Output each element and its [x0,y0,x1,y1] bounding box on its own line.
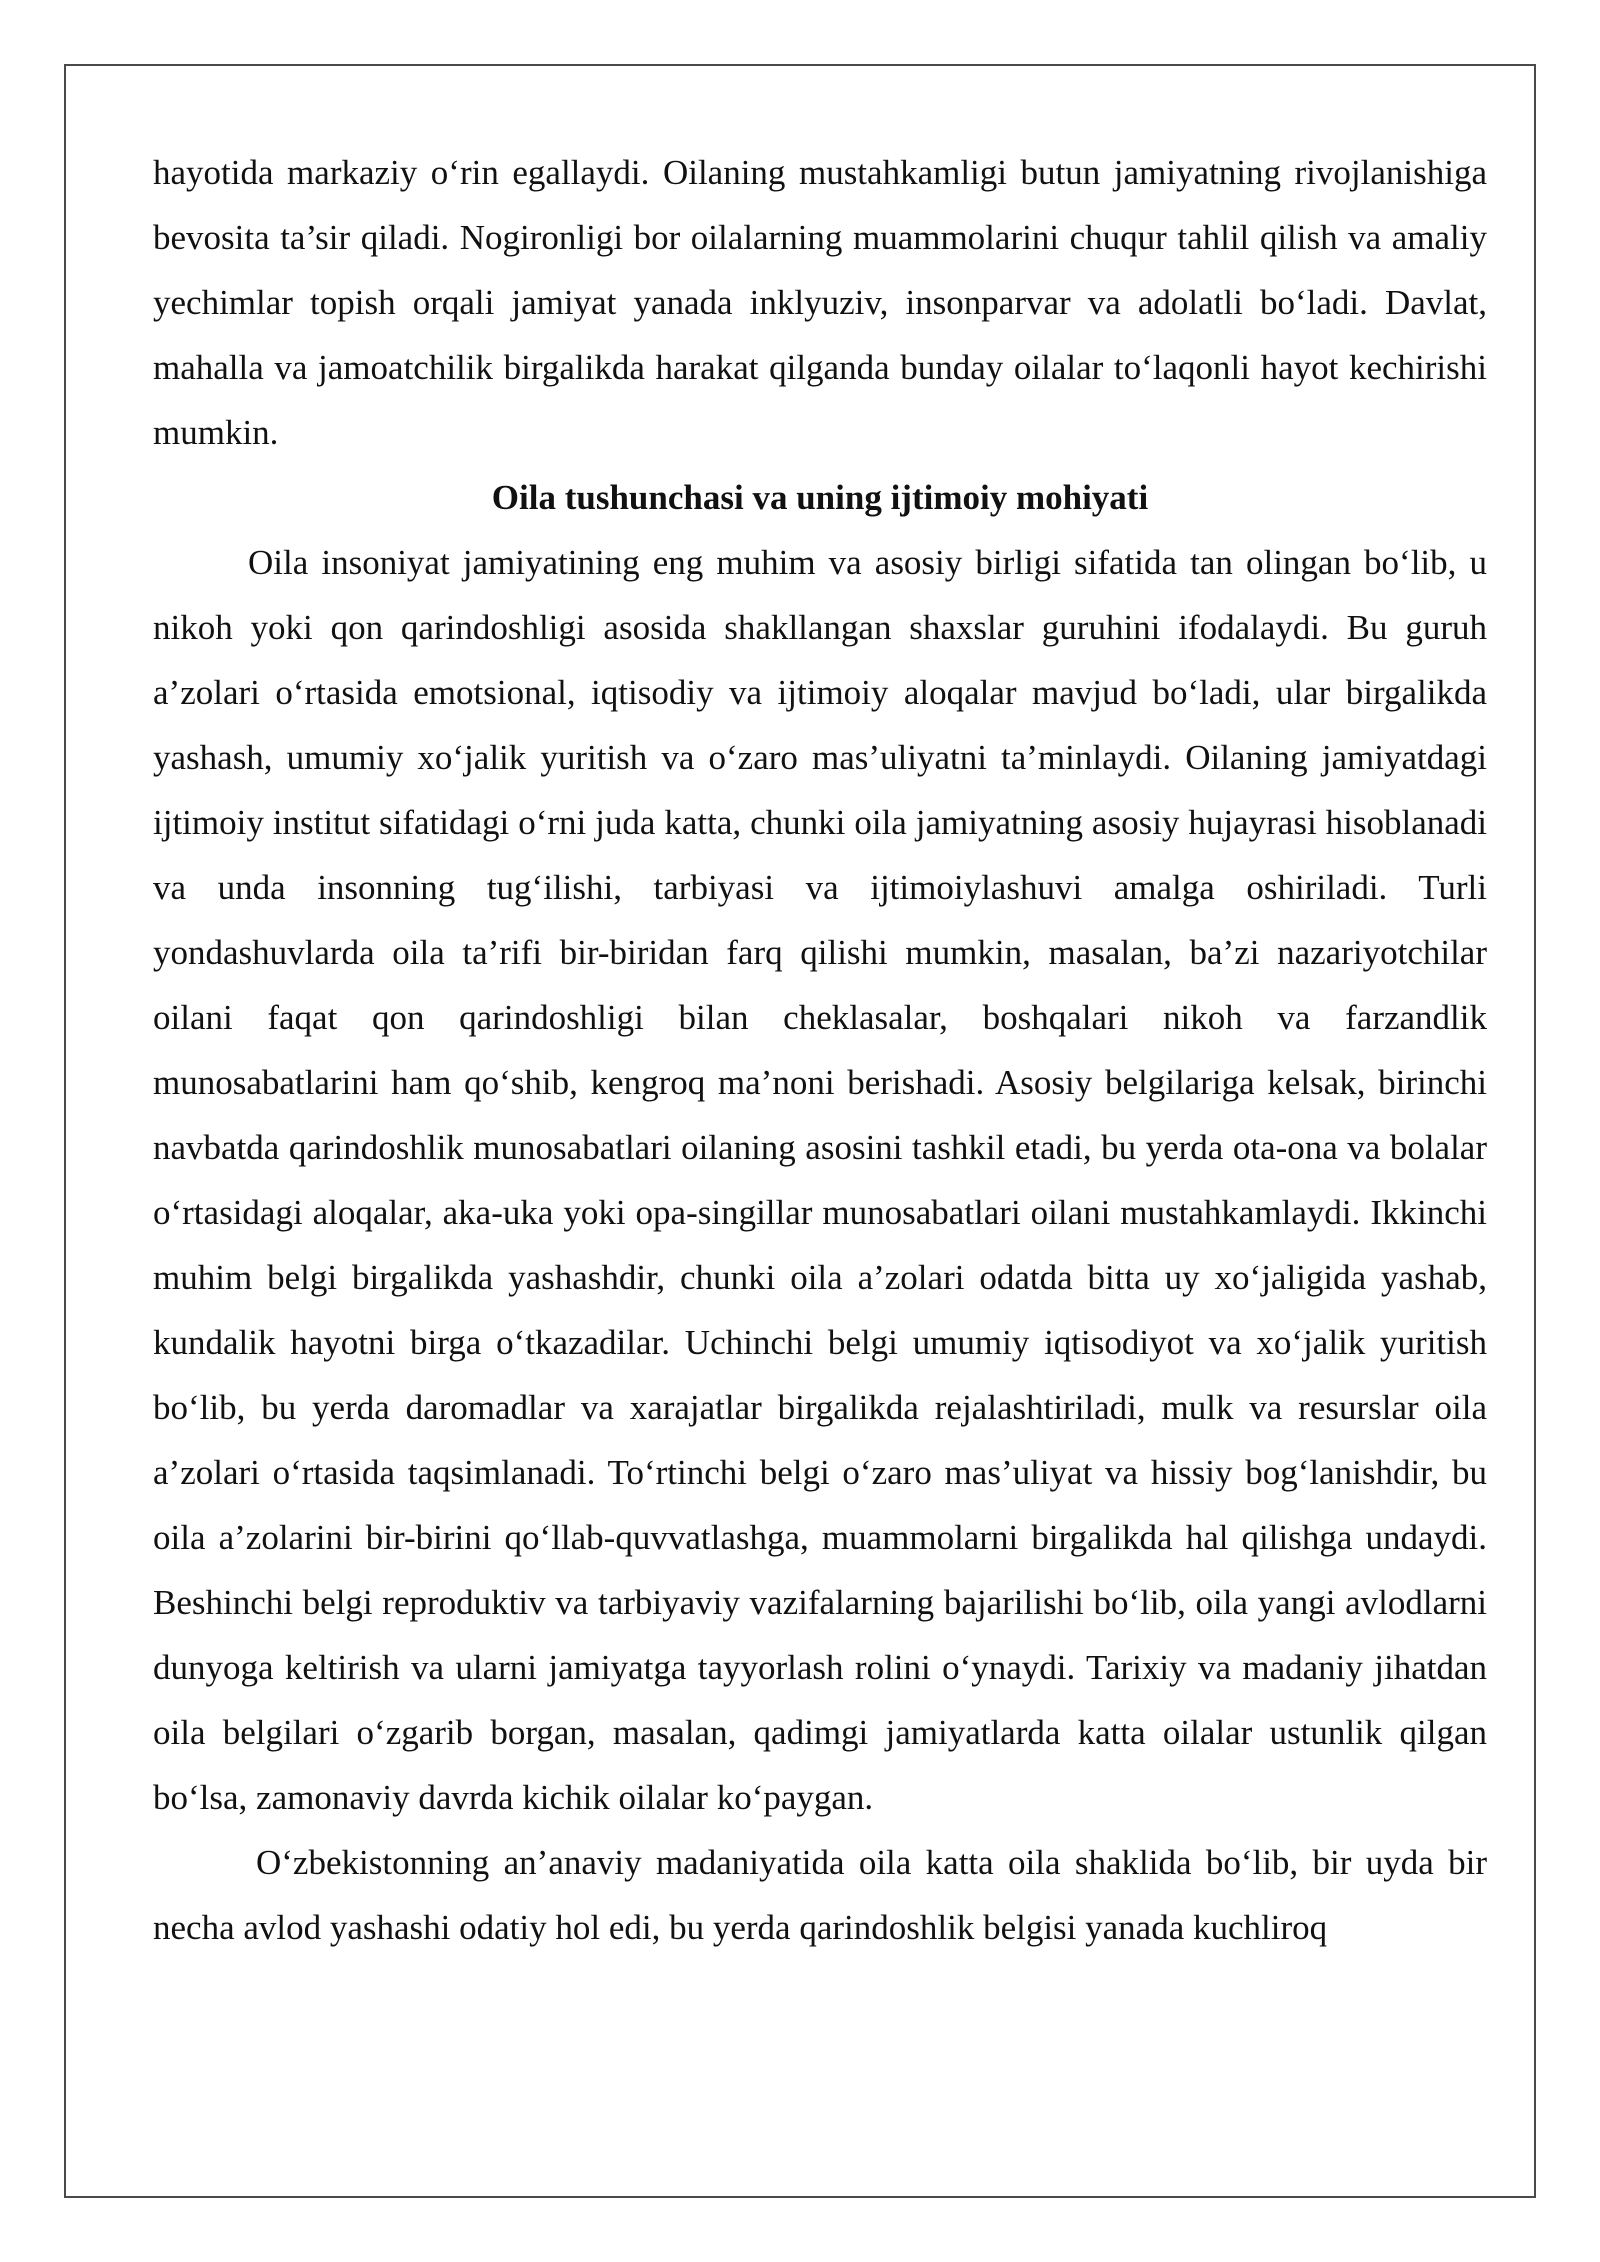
paragraph-family-definition: Oila insoniyat jamiyatining eng muhim va asosiy birligi sifatida tan olingan bo‘lib, u nikoh yoki qon qarindoshligi asosida shakllangan shaxslar guruhini ifodalaydi. Bu guruh a’zolari o‘rtasida emotsional, iqtisodiy va ijtimoiy aloqalar mavjud bo‘ladi, ular birgalikda yashash, umumiy xo‘jalik yuritish va o‘zaro mas’uliyatni ta’minlaydi. Oilaning jamiyatdagi ijtimoiy institut sifatidagi o‘rni juda katta, chunki oila jamiyatning asosiy hujayrasi hisoblanadi va unda insonning tug‘ilishi, tarbiyasi va ijtimoiylashuvi amalga oshiriladi. Turli yondashuvlarda oila ta’rifi bir-biridan farq qilishi mumkin, masalan, ba’zi nazariyotchilar oilani faqat qon qarindoshligi bilan cheklasalar, boshqalari nikoh va farzandlik munosabatlarini ham qo‘shib, kengroq ma’noni berishadi. Asosiy belgilariga kelsak, birinchi navbatda qarindoshlik munosabatlari oilaning asosini tashkil etadi, bu yerda ota-ona va bolalar o‘rtasidagi aloqalar, aka-uka yoki opa-singillar munosabatlari oilani mustahkamlaydi. Ikkinchi muhim belgi birgalikda yashashdir, chunki oila a’zolari odatda bitta uy xo‘jaligida yashab, kundalik hayotni birga o‘tkazadilar. Uchinchi belgi umumiy iqtisodiyot va xo‘jalik yuritish bo‘lib, bu yerda daromadlar va xarajatlar birgalikda rejalashtiriladi, mulk va resurslar oila a’zolari o‘rtasida taqsimlanadi. To‘rtinchi belgi o‘zaro mas’uliyat va hissiy bog‘lanishdir, bu oila a’zolarini bir-birini qo‘llab-quvvatlashga, muammolarni birgalikda hal qilishga undaydi. Beshinchi belgi reproduktiv va tarbiyaviy vazifalarning bajarilishi bo‘lib, oila yangi avlodlarni dunyoga keltirish va ularni jamiyatga tayyorlash rolini o‘ynaydi. Tarixiy va madaniy jihatdan oila belgilari o‘zgarib borgan, masalan, qadimgi jamiyatlarda katta oilalar ustunlik qilgan bo‘lsa, zamonaviy davrda kichik oilalar ko‘paygan. [153,543,1487,1817]
section-heading: Oila tushunchasi va uning ijtimoiy mohiyati [491,478,1149,517]
document-body [153,140,1487,1960]
paragraph-intro-continuation: hayotida markaziy o‘rin egallaydi. Oilaning mustahkamligi butun jamiyatning rivojlanishiga bevosita ta’sir qiladi. Nogironligi bor oilalarning muammolarini chuqur tahlil qilish va amaliy yechimlar topish orqali jamiyat yanada inklyuziv, insonparvar va adolatli bo‘ladi. Davlat, mahalla va jamoatchilik birgalikda harakat qilganda bunday oilalar to‘laqonli hayot kechirishi mumkin. [153,153,1487,452]
paragraph-uzbek-tradition: O‘zbekistonning an’anaviy madaniyatida oila katta oila shaklida bo‘lib, bir uyda bir necha avlod yashashi odatiy hol edi, bu yerda qarindoshlik belgisi yanada kuchliroq [153,1843,1487,1947]
